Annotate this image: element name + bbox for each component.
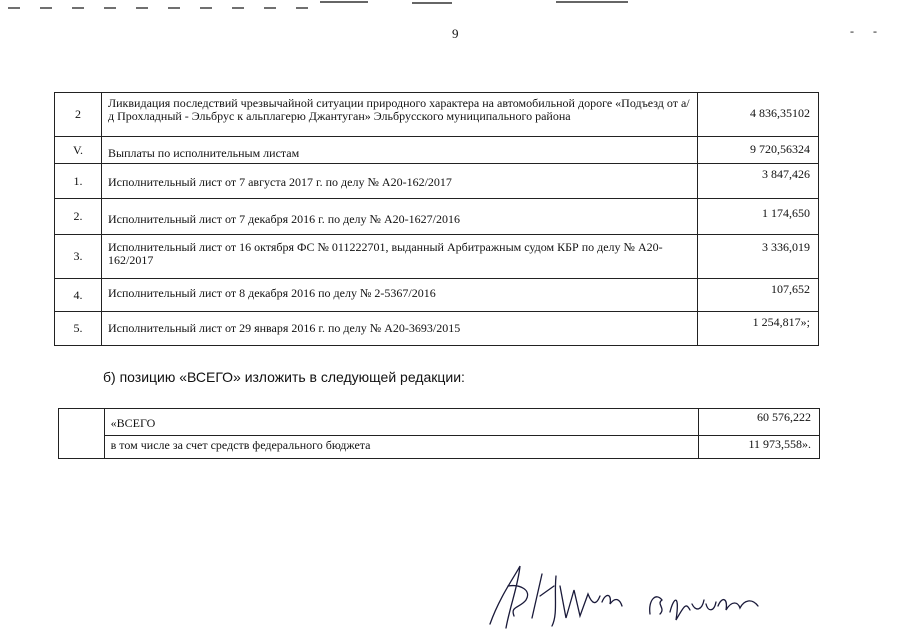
- row-amount: 1 254,817»;: [698, 312, 819, 346]
- row-number: 2: [55, 93, 102, 137]
- row-text: Выплаты по исполнительным листам: [102, 137, 698, 164]
- table-row: [55, 137, 819, 164]
- row-number: V.: [55, 137, 102, 164]
- row-text: Исполнительный лист от 7 августа 2017 г. по делу № А20-162/2017: [102, 164, 698, 199]
- row-amount: 1 174,650: [698, 199, 819, 235]
- row-amount: 4 836,35102: [698, 93, 819, 137]
- table-row: [55, 279, 819, 312]
- row-amount: 11 973,558».: [699, 436, 820, 459]
- row-amount: 107,652: [698, 279, 819, 312]
- blank-cell: [59, 409, 105, 459]
- row-text: Исполнительный лист от 29 января 2016 г. по делу № А20-3693/2015: [102, 312, 698, 346]
- total-table: [58, 408, 820, 459]
- instruction-paragraph: б) позицию «ВСЕГО» изложить в следующей редакции:: [103, 369, 465, 385]
- table-row: [55, 312, 819, 346]
- table-row: [59, 436, 820, 459]
- row-text: в том числе за счет средств федерального бюджета: [104, 436, 699, 459]
- row-number: 1.: [55, 164, 102, 199]
- top-dash-line: [0, 0, 905, 14]
- table-row: [55, 164, 819, 199]
- budget-table: [54, 92, 819, 346]
- page-number: 9: [452, 26, 459, 41]
- row-amount: 60 576,222: [699, 409, 820, 436]
- row-amount: 3 847,426: [698, 164, 819, 199]
- row-text: Исполнительный лист от 8 декабря 2016 по делу № 2-5367/2016: [102, 279, 698, 312]
- row-number: 5.: [55, 312, 102, 346]
- handwritten-signature: [470, 556, 770, 636]
- table-row: [55, 199, 819, 235]
- row-number: 3.: [55, 235, 102, 279]
- table-row: [55, 93, 819, 137]
- row-amount: 3 336,019: [698, 235, 819, 279]
- table-row: [55, 235, 819, 279]
- row-amount: 9 720,56324: [698, 137, 819, 164]
- row-text: Исполнительный лист от 16 октября ФС № 011222701, выданный Арбитражным судом КБР по делу № А20-162/2017: [102, 235, 698, 279]
- corner-mark: - -: [850, 24, 885, 38]
- row-text: Исполнительный лист от 7 декабря 2016 г. по делу № А20-1627/2016: [102, 199, 698, 235]
- row-text: Ликвидация последствий чрезвычайной ситуации природного характера на автомобильной дороге «Подъезд от а/д Прохладный - Эльбрус к альплагерю Джантуган» Эльбрусского муниципального района: [102, 93, 698, 137]
- table-row: [59, 409, 820, 436]
- row-number: 2.: [55, 199, 102, 235]
- row-text: «ВСЕГО: [104, 409, 699, 436]
- row-number: 4.: [55, 279, 102, 312]
